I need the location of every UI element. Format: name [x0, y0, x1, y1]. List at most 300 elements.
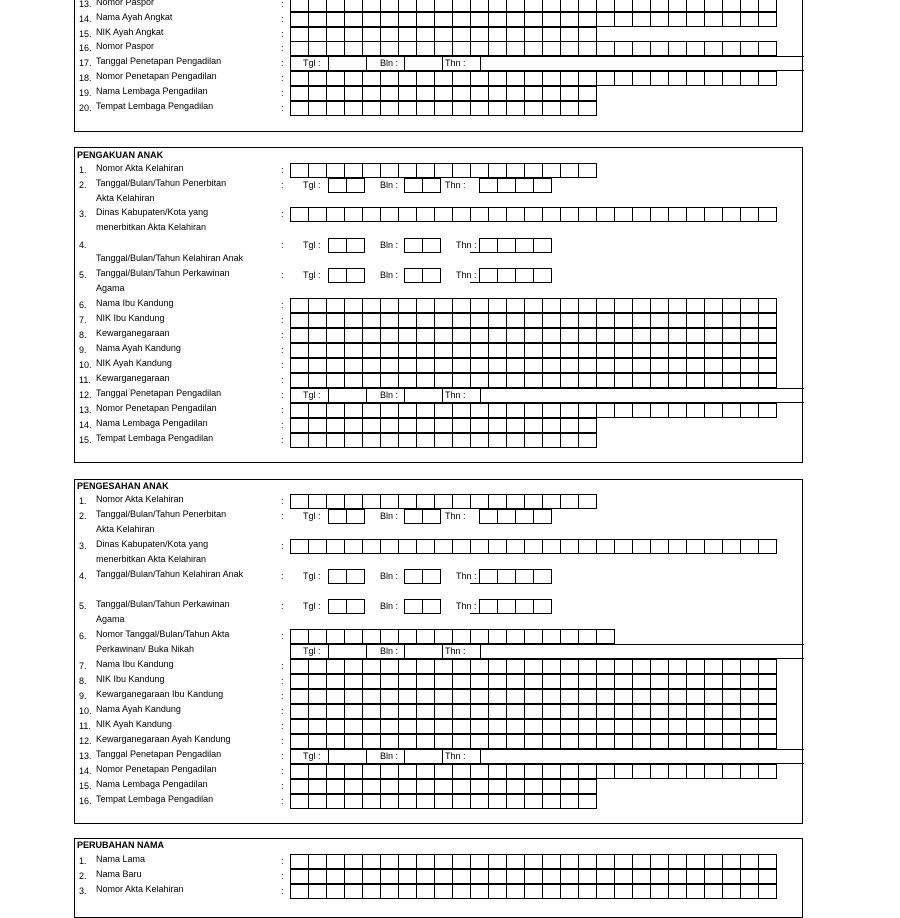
- input-box[interactable]: [398, 779, 417, 794]
- input-box[interactable]: [524, 433, 543, 448]
- input-box[interactable]: [416, 719, 435, 734]
- input-box[interactable]: [650, 539, 669, 554]
- input-box[interactable]: [326, 794, 345, 809]
- input-box[interactable]: [632, 0, 651, 12]
- input-box[interactable]: [542, 343, 561, 358]
- input-box[interactable]: [326, 207, 345, 222]
- input-box[interactable]: [614, 12, 633, 27]
- input-box[interactable]: [326, 869, 345, 884]
- input-box[interactable]: [542, 433, 561, 448]
- input-box[interactable]: [416, 779, 435, 794]
- input-box[interactable]: [560, 86, 579, 101]
- input-box[interactable]: [452, 101, 471, 116]
- input-box[interactable]: [560, 854, 579, 869]
- input-box[interactable]: [722, 12, 741, 27]
- input-box[interactable]: [346, 268, 365, 283]
- input-box[interactable]: [560, 779, 579, 794]
- input-box[interactable]: [650, 0, 669, 12]
- input-box[interactable]: [290, 629, 309, 644]
- input-box[interactable]: [578, 71, 597, 86]
- input-box[interactable]: [380, 313, 399, 328]
- input-box[interactable]: [542, 794, 561, 809]
- input-box[interactable]: [758, 328, 777, 343]
- input-box[interactable]: [542, 629, 561, 644]
- input-box[interactable]: [416, 539, 435, 554]
- input-box[interactable]: [560, 734, 579, 749]
- input-box[interactable]: [614, 659, 633, 674]
- input-box[interactable]: [524, 207, 543, 222]
- input-box[interactable]: [560, 494, 579, 509]
- input-box[interactable]: [515, 238, 534, 253]
- input-box[interactable]: [542, 27, 561, 42]
- input-box[interactable]: [740, 313, 759, 328]
- input-box[interactable]: [398, 734, 417, 749]
- input-box[interactable]: [506, 86, 525, 101]
- input-box[interactable]: [578, 403, 597, 418]
- input-box[interactable]: [515, 509, 534, 524]
- input-box[interactable]: [398, 704, 417, 719]
- input-box[interactable]: [704, 358, 723, 373]
- input-box[interactable]: [650, 313, 669, 328]
- input-box[interactable]: [416, 12, 435, 27]
- input-box[interactable]: [632, 539, 651, 554]
- input-box[interactable]: [740, 403, 759, 418]
- input-box[interactable]: [380, 794, 399, 809]
- input-box[interactable]: [704, 298, 723, 313]
- input-box[interactable]: [614, 373, 633, 388]
- input-box[interactable]: [452, 854, 471, 869]
- input-box[interactable]: [686, 659, 705, 674]
- input-box[interactable]: [686, 764, 705, 779]
- input-box[interactable]: [722, 659, 741, 674]
- input-box[interactable]: [488, 659, 507, 674]
- input-box[interactable]: [542, 71, 561, 86]
- input-box[interactable]: [344, 734, 363, 749]
- input-box[interactable]: [560, 674, 579, 689]
- input-box[interactable]: [434, 0, 453, 12]
- input-box[interactable]: [686, 298, 705, 313]
- input-box[interactable]: [758, 659, 777, 674]
- input-box[interactable]: [452, 418, 471, 433]
- input-box[interactable]: [362, 854, 381, 869]
- input-box[interactable]: [740, 689, 759, 704]
- input-box[interactable]: [308, 674, 327, 689]
- input-box[interactable]: [308, 884, 327, 899]
- input-box[interactable]: [758, 313, 777, 328]
- input-box[interactable]: [578, 674, 597, 689]
- input-box[interactable]: [632, 343, 651, 358]
- input-box[interactable]: [479, 268, 498, 283]
- input-box[interactable]: [290, 433, 309, 448]
- input-box[interactable]: [434, 41, 453, 56]
- input-box[interactable]: [704, 719, 723, 734]
- input-box[interactable]: [596, 884, 615, 899]
- input-box[interactable]: [650, 41, 669, 56]
- input-box[interactable]: [422, 599, 441, 614]
- input-box[interactable]: [290, 0, 309, 12]
- input-box[interactable]: [344, 764, 363, 779]
- input-box[interactable]: [362, 207, 381, 222]
- input-box[interactable]: [398, 433, 417, 448]
- input-box[interactable]: [362, 298, 381, 313]
- input-box[interactable]: [722, 328, 741, 343]
- input-box[interactable]: [596, 373, 615, 388]
- input-box[interactable]: [470, 373, 489, 388]
- input-box[interactable]: [722, 689, 741, 704]
- input-box[interactable]: [434, 689, 453, 704]
- input-box[interactable]: [398, 0, 417, 12]
- input-box[interactable]: [380, 207, 399, 222]
- input-box[interactable]: [470, 101, 489, 116]
- input-box[interactable]: [488, 629, 507, 644]
- input-box[interactable]: [650, 207, 669, 222]
- input-box[interactable]: [380, 418, 399, 433]
- input-box[interactable]: [740, 373, 759, 388]
- input-box[interactable]: [578, 12, 597, 27]
- input-box[interactable]: [344, 41, 363, 56]
- input-box[interactable]: [344, 629, 363, 644]
- input-box[interactable]: [524, 734, 543, 749]
- input-box[interactable]: [346, 238, 365, 253]
- input-box[interactable]: [416, 433, 435, 448]
- input-box[interactable]: [326, 539, 345, 554]
- input-box[interactable]: [470, 12, 489, 27]
- input-box[interactable]: [416, 794, 435, 809]
- input-box[interactable]: [398, 674, 417, 689]
- input-box[interactable]: [416, 298, 435, 313]
- input-box[interactable]: [524, 41, 543, 56]
- input-box[interactable]: [326, 689, 345, 704]
- input-box[interactable]: [398, 163, 417, 178]
- input-box[interactable]: [704, 71, 723, 86]
- input-box[interactable]: [380, 12, 399, 27]
- input-box[interactable]: [344, 207, 363, 222]
- input-box[interactable]: [578, 734, 597, 749]
- input-box[interactable]: [740, 854, 759, 869]
- input-box[interactable]: [668, 764, 687, 779]
- input-box[interactable]: [416, 629, 435, 644]
- input-box[interactable]: [614, 313, 633, 328]
- input-box[interactable]: [722, 539, 741, 554]
- input-box[interactable]: [362, 358, 381, 373]
- input-box[interactable]: [488, 163, 507, 178]
- input-box[interactable]: [686, 0, 705, 12]
- input-box[interactable]: [614, 764, 633, 779]
- input-box[interactable]: [326, 403, 345, 418]
- input-box[interactable]: [560, 373, 579, 388]
- input-box[interactable]: [308, 704, 327, 719]
- input-box[interactable]: [758, 207, 777, 222]
- input-box[interactable]: [668, 734, 687, 749]
- input-box[interactable]: [650, 343, 669, 358]
- input-box[interactable]: [596, 854, 615, 869]
- input-box[interactable]: [524, 539, 543, 554]
- input-box[interactable]: [416, 207, 435, 222]
- input-box[interactable]: [452, 86, 471, 101]
- input-box[interactable]: [614, 298, 633, 313]
- input-box[interactable]: [542, 86, 561, 101]
- input-box[interactable]: [488, 674, 507, 689]
- input-box[interactable]: [560, 704, 579, 719]
- input-box[interactable]: [470, 539, 489, 554]
- input-box[interactable]: [524, 313, 543, 328]
- input-box[interactable]: [398, 539, 417, 554]
- input-box[interactable]: [380, 433, 399, 448]
- input-box[interactable]: [452, 433, 471, 448]
- input-box[interactable]: [578, 298, 597, 313]
- input-box[interactable]: [380, 71, 399, 86]
- input-box[interactable]: [722, 734, 741, 749]
- input-box[interactable]: [346, 599, 365, 614]
- input-box[interactable]: [290, 674, 309, 689]
- input-box[interactable]: [362, 869, 381, 884]
- input-box[interactable]: [452, 869, 471, 884]
- input-box[interactable]: [686, 313, 705, 328]
- input-box[interactable]: [668, 12, 687, 27]
- input-box[interactable]: [488, 41, 507, 56]
- input-box[interactable]: [470, 704, 489, 719]
- input-box[interactable]: [434, 854, 453, 869]
- input-box[interactable]: [344, 884, 363, 899]
- input-box[interactable]: [452, 298, 471, 313]
- input-box[interactable]: [668, 869, 687, 884]
- input-box[interactable]: [380, 358, 399, 373]
- input-box[interactable]: [632, 358, 651, 373]
- input-box[interactable]: [344, 418, 363, 433]
- input-box[interactable]: [614, 674, 633, 689]
- input-box[interactable]: [542, 328, 561, 343]
- input-box[interactable]: [524, 704, 543, 719]
- input-box[interactable]: [524, 71, 543, 86]
- input-box[interactable]: [452, 539, 471, 554]
- input-box[interactable]: [290, 719, 309, 734]
- input-box[interactable]: [614, 358, 633, 373]
- input-box[interactable]: [524, 373, 543, 388]
- input-box[interactable]: [632, 704, 651, 719]
- input-box[interactable]: [758, 71, 777, 86]
- input-box[interactable]: [452, 659, 471, 674]
- input-box[interactable]: [398, 794, 417, 809]
- input-box[interactable]: [506, 494, 525, 509]
- input-box[interactable]: [344, 373, 363, 388]
- input-box[interactable]: [506, 418, 525, 433]
- input-box[interactable]: [452, 674, 471, 689]
- input-box[interactable]: [506, 794, 525, 809]
- input-box[interactable]: [686, 41, 705, 56]
- input-box[interactable]: [488, 704, 507, 719]
- input-box[interactable]: [380, 674, 399, 689]
- input-box[interactable]: [650, 403, 669, 418]
- input-box[interactable]: [614, 734, 633, 749]
- input-box[interactable]: [560, 659, 579, 674]
- input-box[interactable]: [632, 719, 651, 734]
- input-box[interactable]: [380, 41, 399, 56]
- input-box[interactable]: [524, 674, 543, 689]
- input-box[interactable]: [326, 779, 345, 794]
- input-box[interactable]: [380, 328, 399, 343]
- input-box[interactable]: [290, 86, 309, 101]
- input-box[interactable]: [704, 689, 723, 704]
- input-box[interactable]: [434, 418, 453, 433]
- input-box[interactable]: [452, 764, 471, 779]
- input-box[interactable]: [362, 433, 381, 448]
- input-box[interactable]: [686, 12, 705, 27]
- input-box[interactable]: [290, 343, 309, 358]
- input-box[interactable]: [362, 494, 381, 509]
- input-box[interactable]: [488, 689, 507, 704]
- input-box[interactable]: [344, 869, 363, 884]
- input-box[interactable]: [596, 41, 615, 56]
- input-box[interactable]: [578, 494, 597, 509]
- input-box[interactable]: [650, 869, 669, 884]
- input-box[interactable]: [740, 12, 759, 27]
- input-box[interactable]: [704, 659, 723, 674]
- input-box[interactable]: [524, 689, 543, 704]
- input-box[interactable]: [578, 0, 597, 12]
- input-box[interactable]: [362, 313, 381, 328]
- input-box[interactable]: [704, 328, 723, 343]
- input-box[interactable]: [497, 569, 516, 584]
- input-box[interactable]: [422, 238, 441, 253]
- input-box[interactable]: [488, 433, 507, 448]
- input-box[interactable]: [614, 689, 633, 704]
- input-box[interactable]: [308, 27, 327, 42]
- input-box[interactable]: [290, 869, 309, 884]
- input-box[interactable]: [578, 27, 597, 42]
- input-box[interactable]: [578, 629, 597, 644]
- input-box[interactable]: [290, 539, 309, 554]
- input-box[interactable]: [326, 343, 345, 358]
- input-box[interactable]: [434, 433, 453, 448]
- input-box[interactable]: [686, 674, 705, 689]
- input-box[interactable]: [758, 343, 777, 358]
- input-box[interactable]: [506, 704, 525, 719]
- input-box[interactable]: [560, 343, 579, 358]
- input-box[interactable]: [344, 0, 363, 12]
- input-box[interactable]: [452, 343, 471, 358]
- input-box[interactable]: [470, 207, 489, 222]
- input-box[interactable]: [650, 884, 669, 899]
- input-box[interactable]: [380, 869, 399, 884]
- input-box[interactable]: [497, 238, 516, 253]
- input-box[interactable]: [533, 569, 552, 584]
- input-box[interactable]: [362, 27, 381, 42]
- input-box[interactable]: [596, 539, 615, 554]
- input-box[interactable]: [398, 207, 417, 222]
- input-box[interactable]: [560, 27, 579, 42]
- input-box[interactable]: [470, 869, 489, 884]
- input-box[interactable]: [596, 0, 615, 12]
- input-box[interactable]: [596, 313, 615, 328]
- input-box[interactable]: [488, 719, 507, 734]
- input-box[interactable]: [560, 884, 579, 899]
- input-box[interactable]: [470, 719, 489, 734]
- input-box[interactable]: [542, 539, 561, 554]
- input-box[interactable]: [506, 403, 525, 418]
- input-box[interactable]: [650, 704, 669, 719]
- input-box[interactable]: [344, 313, 363, 328]
- input-box[interactable]: [308, 689, 327, 704]
- input-box[interactable]: [722, 207, 741, 222]
- input-box[interactable]: [398, 719, 417, 734]
- input-box[interactable]: [344, 163, 363, 178]
- input-box[interactable]: [614, 328, 633, 343]
- input-box[interactable]: [308, 403, 327, 418]
- input-box[interactable]: [416, 163, 435, 178]
- input-box[interactable]: [308, 659, 327, 674]
- input-box[interactable]: [650, 328, 669, 343]
- input-box[interactable]: [290, 704, 309, 719]
- input-box[interactable]: [632, 373, 651, 388]
- input-box[interactable]: [542, 313, 561, 328]
- input-box[interactable]: [488, 539, 507, 554]
- input-box[interactable]: [380, 403, 399, 418]
- input-box[interactable]: [632, 854, 651, 869]
- input-box[interactable]: [488, 869, 507, 884]
- input-box[interactable]: [686, 373, 705, 388]
- input-box[interactable]: [488, 854, 507, 869]
- input-box[interactable]: [380, 734, 399, 749]
- input-box[interactable]: [704, 207, 723, 222]
- input-box[interactable]: [380, 629, 399, 644]
- input-box[interactable]: [578, 433, 597, 448]
- input-box[interactable]: [470, 734, 489, 749]
- input-box[interactable]: [290, 418, 309, 433]
- input-box[interactable]: [686, 689, 705, 704]
- input-box[interactable]: [328, 569, 347, 584]
- input-box[interactable]: [344, 86, 363, 101]
- input-box[interactable]: [542, 12, 561, 27]
- input-box[interactable]: [326, 418, 345, 433]
- input-box[interactable]: [362, 719, 381, 734]
- input-box[interactable]: [506, 674, 525, 689]
- input-box[interactable]: [434, 403, 453, 418]
- input-box[interactable]: [632, 41, 651, 56]
- input-box[interactable]: [416, 41, 435, 56]
- input-box[interactable]: [524, 764, 543, 779]
- input-box[interactable]: [596, 719, 615, 734]
- input-box[interactable]: [290, 358, 309, 373]
- input-box[interactable]: [722, 674, 741, 689]
- input-box[interactable]: [452, 313, 471, 328]
- input-box[interactable]: [542, 689, 561, 704]
- input-box[interactable]: [506, 101, 525, 116]
- input-box[interactable]: [398, 71, 417, 86]
- input-box[interactable]: [398, 869, 417, 884]
- input-box[interactable]: [506, 779, 525, 794]
- input-box[interactable]: [506, 689, 525, 704]
- input-box[interactable]: [434, 734, 453, 749]
- input-box[interactable]: [452, 0, 471, 12]
- input-box[interactable]: [506, 298, 525, 313]
- input-box[interactable]: [488, 418, 507, 433]
- input-box[interactable]: [308, 207, 327, 222]
- input-box[interactable]: [380, 539, 399, 554]
- input-box[interactable]: [506, 854, 525, 869]
- input-box[interactable]: [488, 884, 507, 899]
- input-box[interactable]: [290, 854, 309, 869]
- input-box[interactable]: [578, 358, 597, 373]
- input-box[interactable]: [398, 328, 417, 343]
- input-box[interactable]: [488, 779, 507, 794]
- input-box[interactable]: [506, 328, 525, 343]
- input-box[interactable]: [578, 373, 597, 388]
- input-box[interactable]: [362, 86, 381, 101]
- input-box[interactable]: [452, 27, 471, 42]
- input-box[interactable]: [686, 343, 705, 358]
- input-box[interactable]: [452, 358, 471, 373]
- input-box[interactable]: [668, 689, 687, 704]
